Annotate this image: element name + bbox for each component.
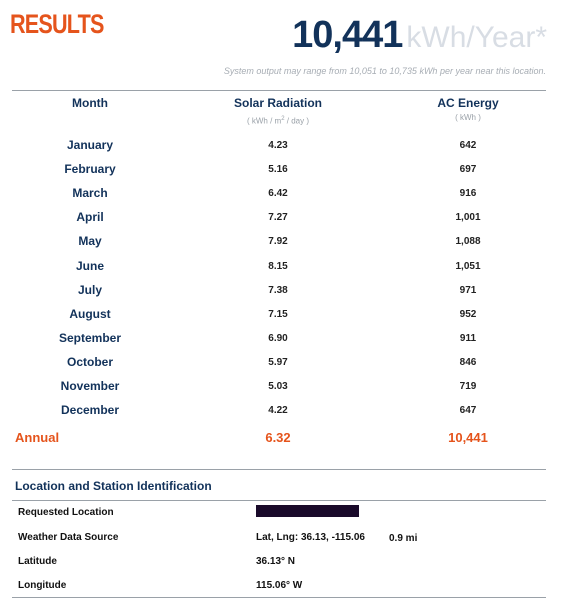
requested-location-redacted	[256, 505, 359, 517]
solar-radiation-column-header: Solar Radiation	[233, 96, 322, 110]
weather-data-source-value: Lat, Lng: 36.13, -115.06	[256, 532, 365, 543]
table-row	[12, 186, 546, 210]
ac-energy-cell: 952	[459, 308, 477, 320]
ac-energy-cell: 697	[459, 164, 477, 176]
month-cell: March	[72, 186, 108, 201]
ac-energy-cell: 1,001	[455, 212, 481, 224]
annual-output-value: 10,441	[292, 14, 403, 56]
ac-energy-units: ( kWh )	[455, 113, 481, 122]
month-cell: April	[76, 210, 104, 225]
solar-radiation-cell: 7.27	[268, 212, 288, 224]
table-row	[12, 259, 546, 283]
ac-energy-cell: 647	[459, 405, 477, 417]
annual-ac-energy: 10,441	[448, 430, 488, 445]
location-section-title: Location and Station Identification	[15, 479, 212, 493]
solar-radiation-cell: 7.38	[268, 284, 288, 296]
ac-energy-cell: 642	[459, 140, 477, 151]
ac-energy-cell: 971	[459, 284, 477, 296]
solar-radiation-cell: 5.97	[268, 356, 288, 368]
table-row	[12, 162, 546, 186]
table-row	[12, 283, 546, 307]
requested-location-label: Requested Location	[18, 507, 114, 518]
ac-energy-cell: 846	[459, 356, 477, 368]
solar-radiation-cell: 6.90	[268, 332, 288, 344]
ac-energy-cell: 911	[459, 332, 477, 344]
table-row	[12, 331, 546, 355]
solar-radiation-cell: 8.15	[268, 260, 288, 272]
month-cell: January	[66, 138, 114, 152]
month-cell: June	[75, 258, 104, 273]
month-cell: July	[77, 282, 102, 297]
output-range-note: System output may range from 10,051 to 10,735 kWh per year near this location.	[223, 66, 546, 76]
month-cell: December	[60, 403, 120, 418]
latitude-label: Latitude	[18, 556, 57, 567]
latitude-value: 36.13° N	[256, 556, 296, 567]
solar-radiation-cell: 5.03	[268, 381, 288, 392]
table-bottom-divider	[12, 597, 546, 598]
weather-data-source-label: Weather Data Source	[18, 532, 119, 543]
month-cell: September	[58, 330, 122, 345]
solar-radiation-cell: 5.16	[268, 164, 288, 176]
table-row	[12, 234, 546, 258]
month-cell: August	[69, 306, 111, 321]
section-header-divider	[12, 500, 546, 501]
solar-radiation-cell: 7.92	[268, 236, 288, 248]
annual-row	[12, 430, 546, 450]
table-row	[12, 379, 546, 403]
annual-solar-radiation: 6.32	[265, 430, 291, 445]
results-title: RESULTS	[10, 9, 104, 39]
month-cell: February	[64, 162, 116, 177]
solar-radiation-cell: 6.42	[268, 188, 288, 200]
table-top-divider	[12, 90, 546, 91]
longitude-value: 115.06° W	[256, 580, 303, 591]
month-cell: May	[78, 234, 102, 249]
solar-radiation-cell: 4.23	[268, 140, 288, 151]
ac-energy-cell: 719	[459, 381, 477, 392]
annual-output-summary	[292, 14, 547, 57]
weather-data-source-distance: 0.9 mi	[389, 533, 418, 544]
table-row	[12, 307, 546, 331]
section-top-divider	[12, 469, 546, 470]
annual-label: Annual	[15, 430, 60, 445]
ac-energy-cell: 916	[459, 188, 477, 200]
ac-energy-cell: 1,051	[455, 260, 481, 272]
solar-radiation-units: ( kWh / $m^2$ / day )	[246, 116, 309, 126]
solar-radiation-cell: 4.22	[268, 405, 288, 417]
month-cell: November	[60, 379, 120, 393]
month-column-header: Month	[72, 96, 108, 110]
table-row	[12, 403, 546, 427]
longitude-label: Longitude	[18, 580, 67, 591]
table-row	[12, 355, 546, 379]
ac-energy-cell: 1,088	[455, 236, 481, 248]
table-row	[12, 138, 546, 162]
solar-radiation-cell: 7.15	[268, 308, 288, 320]
annual-output-unit: kWh/Year*	[406, 21, 547, 54]
month-cell: October	[66, 354, 113, 369]
ac-energy-column-header: AC Energy	[437, 96, 499, 110]
table-row	[12, 210, 546, 234]
